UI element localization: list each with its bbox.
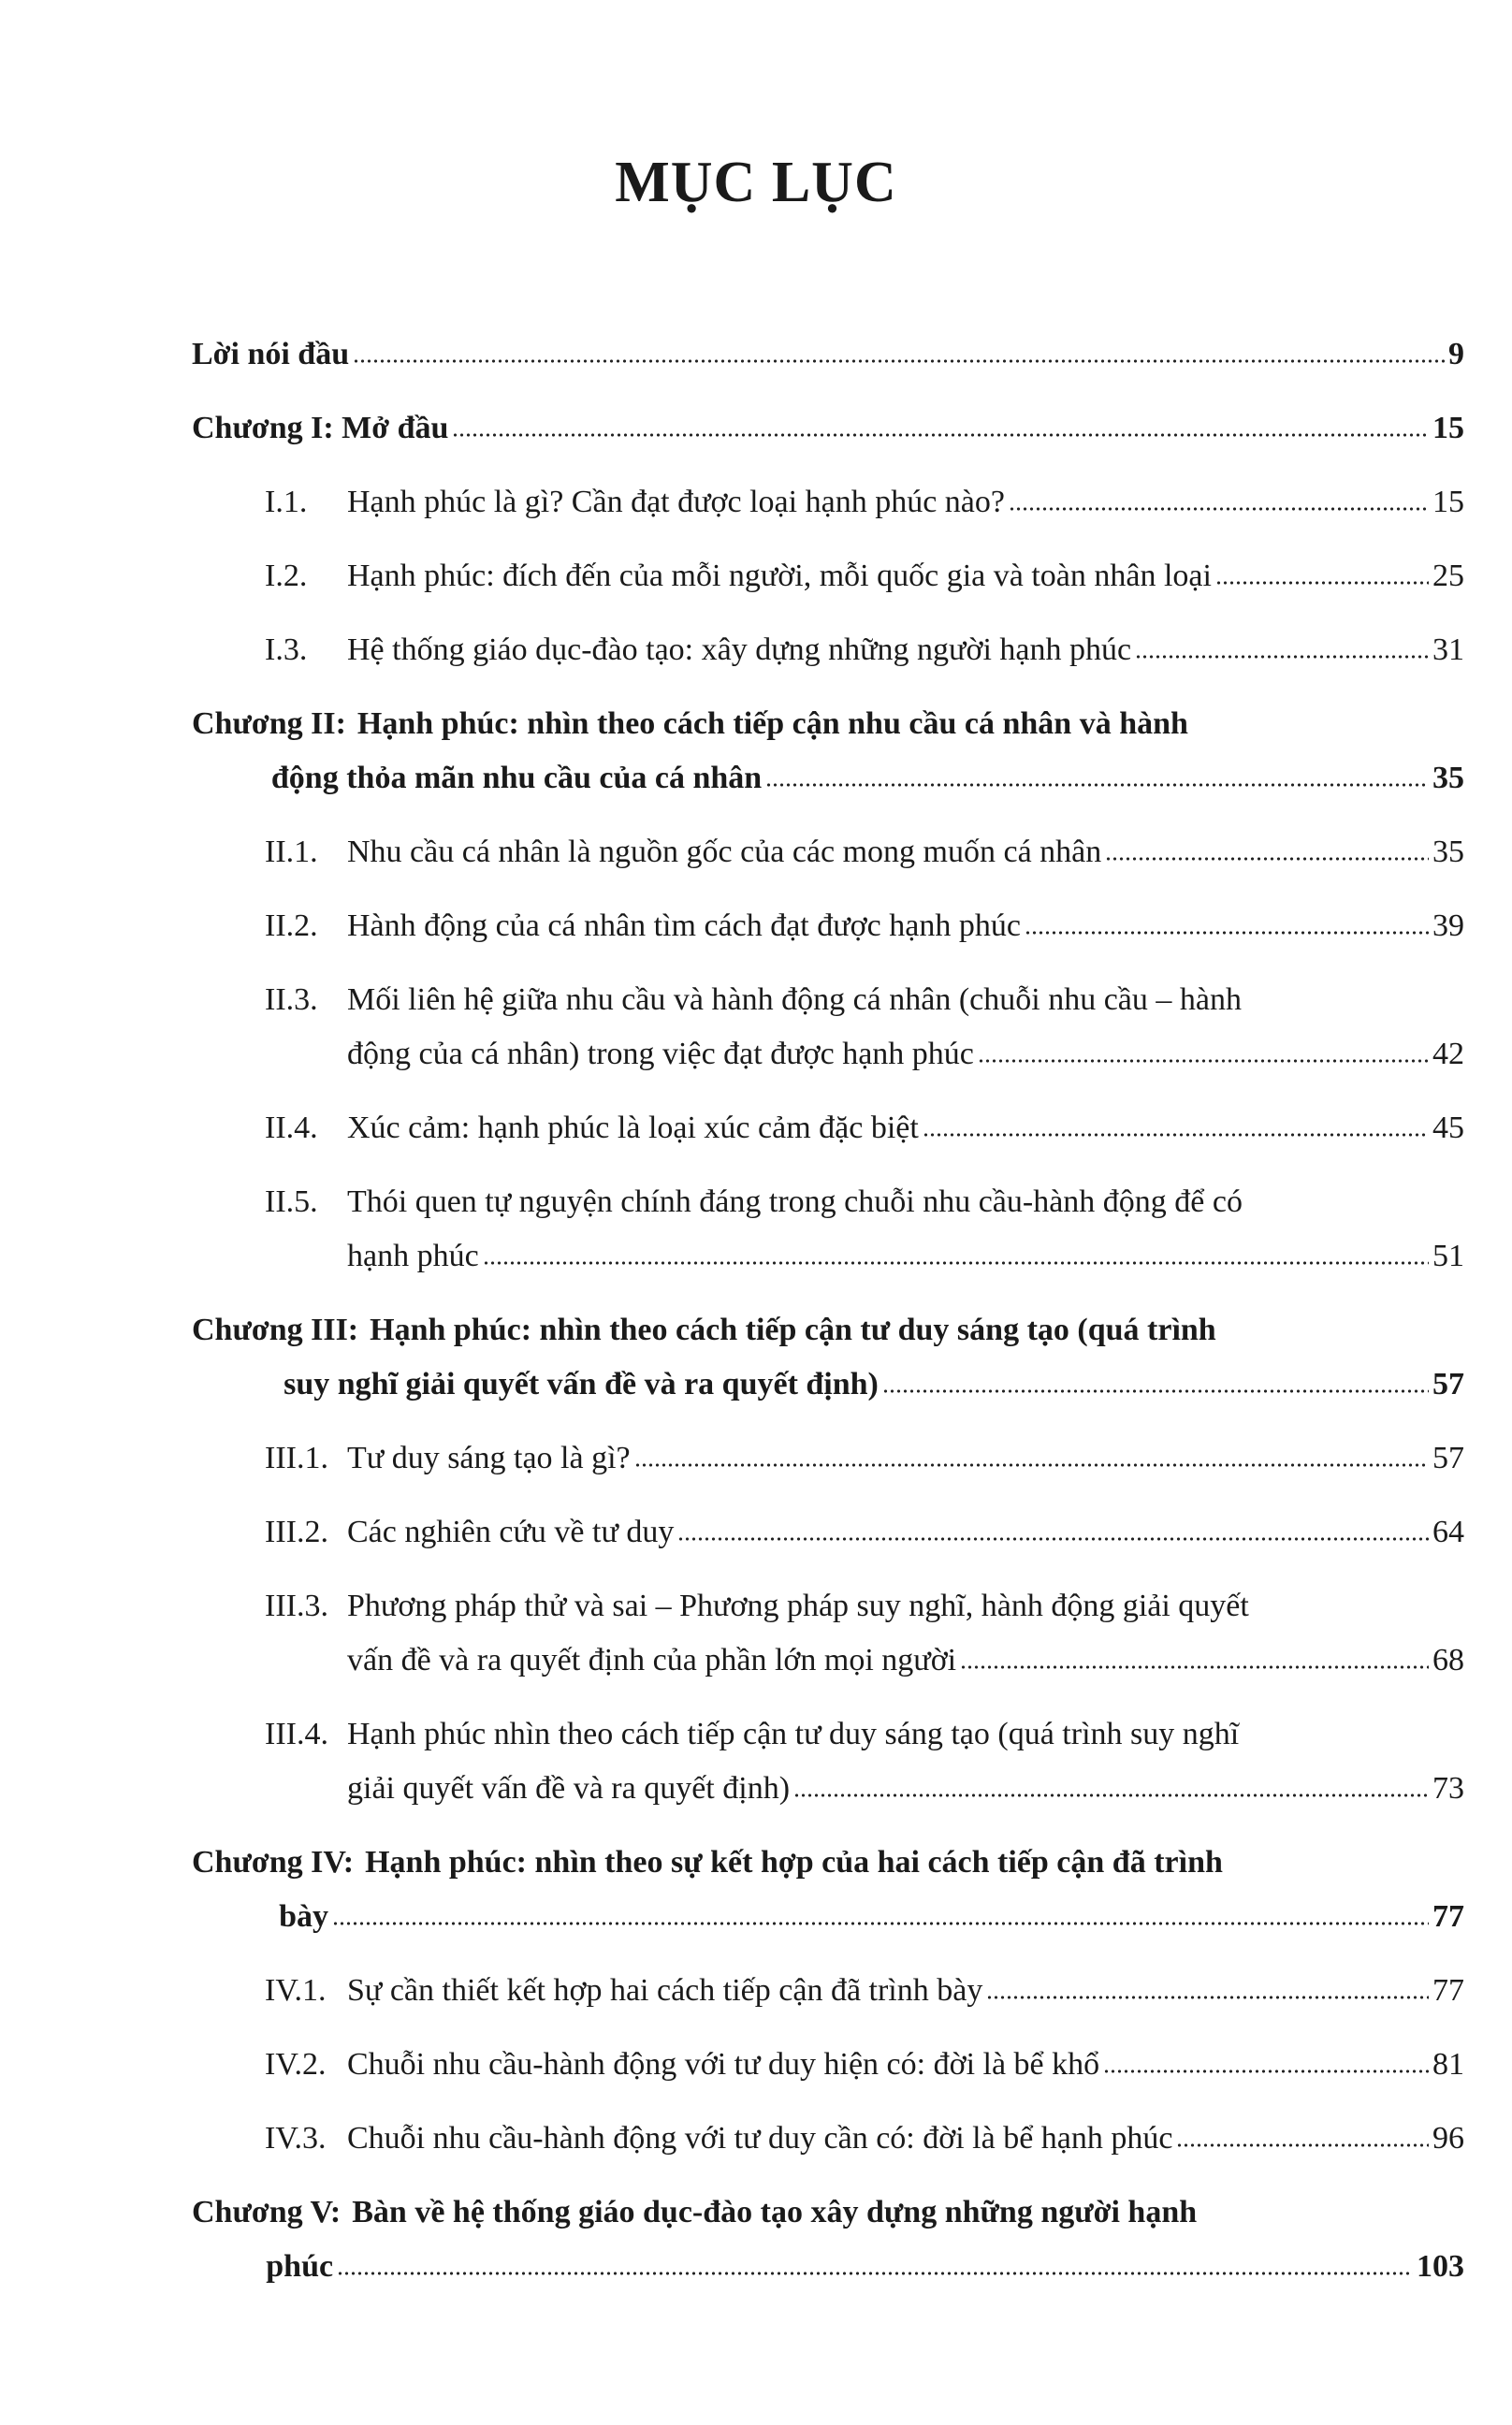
entry-number: II.2. [265,908,318,943]
entry-title: Hạnh phúc nhìn theo cách tiếp cận tư duy sáng tạo (quá trình suy nghĩ [347,1717,1240,1751]
entry-number: III.2. [265,1515,328,1549]
entry-title: phúc [266,2249,334,2284]
entry-title: Lời nói đầu [192,337,350,371]
dot-leader [882,1388,1429,1394]
dot-leader [1025,930,1429,936]
toc-section-entry[interactable] [192,1707,1464,1816]
page-number: 73 [1432,1771,1464,1806]
entry-title: bày [279,1899,329,1934]
entry-number: III.3. [265,1589,328,1623]
entry-number: I.2. [265,559,308,593]
toc-section-entry[interactable] [192,1505,1464,1560]
entry-title: Phương pháp thử và sai – Phương pháp suy nghĩ, hành động giải quyết [347,1589,1249,1623]
page-number: 64 [1432,1515,1464,1549]
dot-leader [923,1132,1429,1138]
entry-number: IV.1. [265,1973,327,2008]
entry-title: Hạnh phúc: nhìn theo cách tiếp cận nhu cầu cá nhân và hành [356,706,1188,741]
entry-title: Chuỗi nhu cầu-hành động với tư duy hiện có: đời là bể khổ [347,2047,1100,2082]
toc-section-entry[interactable] [192,1964,1464,2018]
page-number: 35 [1432,835,1464,869]
entry-number: II.3. [265,982,318,1017]
page-number: 81 [1432,2047,1464,2082]
dot-leader [1103,2069,1429,2074]
entry-number: Chương IV: [192,1845,355,1880]
dot-leader [793,1793,1429,1798]
entry-title: Nhu cầu cá nhân là nguồn gốc của các mong muốn cá nhân [347,835,1102,869]
dot-leader [634,1462,1429,1468]
toc-section-entry[interactable] [192,623,1464,677]
page-number: 57 [1432,1441,1464,1475]
dot-leader [1176,2142,1429,2148]
entry-title: Hành động của cá nhân tìm cách đạt được hạnh phúc [347,908,1021,943]
entry-number: Chương II: [192,706,346,741]
entry-title: Các nghiên cứu về tư duy [347,1515,675,1549]
entry-title: Thói quen tự nguyện chính đáng trong chuỗi nhu cầu-hành động để có [347,1184,1243,1219]
entry-title: Bàn về hệ thống giáo dục-đào tạo xây dựng những người hạnh [352,2195,1198,2229]
toc-chapter-entry[interactable] [192,327,1464,382]
entry-number: II.1. [265,835,318,869]
page-number: 15 [1432,485,1464,519]
toc-chapter-entry[interactable] [192,1303,1464,1412]
dot-leader [1009,506,1429,512]
page-number: 31 [1432,632,1464,667]
entry-title: động thỏa mãn nhu cầu của cá nhân [270,761,763,795]
page-number: 51 [1432,1239,1464,1273]
entry-number: II.5. [265,1184,318,1219]
dot-leader [337,2271,1413,2276]
dot-leader [353,358,1445,364]
page-number: 42 [1432,1037,1464,1071]
dot-leader [978,1058,1429,1064]
page-number: 57 [1432,1367,1464,1401]
entry-title: Mối liên hệ giữa nhu cầu và hành động cá nhân (chuỗi nhu cầu – hành [347,982,1242,1017]
table-of-contents [192,327,1464,2314]
toc-section-entry[interactable] [192,2038,1464,2092]
entry-title: Hệ thống giáo dục-đào tạo: xây dựng những người hạnh phúc [347,632,1132,667]
dot-leader [1105,856,1429,862]
entry-number: III.4. [265,1717,328,1751]
entry-number: Chương III: [192,1313,359,1347]
toc-section-entry[interactable] [192,1175,1464,1284]
entry-number: Chương V: [192,2195,342,2229]
entry-title: Sự cần thiết kết hợp hai cách tiếp cận đã trình bày [347,1973,983,2008]
page-number: 35 [1432,761,1464,795]
entry-title: Hạnh phúc là gì? Cần đạt được loại hạnh phúc nào? [347,485,1005,519]
entry-title: Hạnh phúc: đích đến của mỗi người, mỗi quốc gia và toàn nhân loại [347,559,1212,593]
page-number: 15 [1432,411,1464,445]
entry-title: hạnh phúc [347,1239,479,1273]
dot-leader [452,432,1429,438]
entry-title: Chương I: Mở đầu [192,411,449,445]
dot-leader [1215,580,1429,586]
page-number: 45 [1432,1111,1464,1145]
entry-number: III.1. [265,1441,328,1475]
entry-title: suy nghĩ giải quyết vấn đề và ra quyết định) [284,1367,879,1401]
entry-title: Hạnh phúc: nhìn theo sự kết hợp của hai cách tiếp cận đã trình [365,1845,1223,1880]
toc-section-entry[interactable] [192,2112,1464,2166]
page-number: 68 [1432,1643,1464,1677]
entry-title: vấn đề và ra quyết định của phần lớn mọi người [347,1643,957,1677]
toc-section-entry[interactable] [192,549,1464,603]
toc-section-entry[interactable] [192,973,1464,1082]
toc-section-entry[interactable] [192,1579,1464,1688]
dot-leader [483,1260,1429,1266]
entry-title: Chuỗi nhu cầu-hành động với tư duy cần có: đời là bể hạnh phúc [347,2121,1173,2156]
entry-number: I.1. [265,485,308,519]
toc-section-entry[interactable] [192,1101,1464,1155]
entry-number: II.4. [265,1111,318,1145]
page-number: 103 [1417,2249,1464,2284]
entry-number: IV.3. [265,2121,327,2156]
entry-title: giải quyết vấn đề và ra quyết định) [347,1771,791,1806]
toc-chapter-entry[interactable] [192,2185,1464,2294]
dot-leader [677,1536,1429,1542]
dot-leader [986,1995,1429,2000]
entry-number: I.3. [265,632,308,667]
page-title: MỤC LỤC [615,151,897,214]
entry-title: động của cá nhân) trong việc đạt được hạnh phúc [347,1037,974,1071]
dot-leader [960,1664,1429,1670]
toc-chapter-entry[interactable] [192,697,1464,806]
entry-number: IV.2. [265,2047,327,2082]
dot-leader [1135,654,1429,660]
toc-section-entry[interactable] [192,1431,1464,1486]
page-number: 9 [1448,337,1464,371]
toc-section-entry[interactable] [192,475,1464,530]
toc-section-entry[interactable] [192,825,1464,879]
page-number: 25 [1432,559,1464,593]
toc-section-entry[interactable] [192,899,1464,953]
dot-leader [765,782,1429,788]
entry-title: Hạnh phúc: nhìn theo cách tiếp cận tư duy sáng tạo (quá trình [370,1313,1216,1347]
page-number: 77 [1432,1973,1464,2008]
page-number: 39 [1432,908,1464,943]
toc-chapter-entry[interactable] [192,1836,1464,1944]
page-number: 96 [1432,2121,1464,2156]
entry-title: Xúc cảm: hạnh phúc là loại xúc cảm đặc biệt [347,1111,919,1145]
toc-chapter-entry[interactable] [192,401,1464,456]
entry-title: Tư duy sáng tạo là gì? [347,1441,631,1475]
page-number: 77 [1432,1899,1464,1934]
dot-leader [332,1921,1429,1926]
